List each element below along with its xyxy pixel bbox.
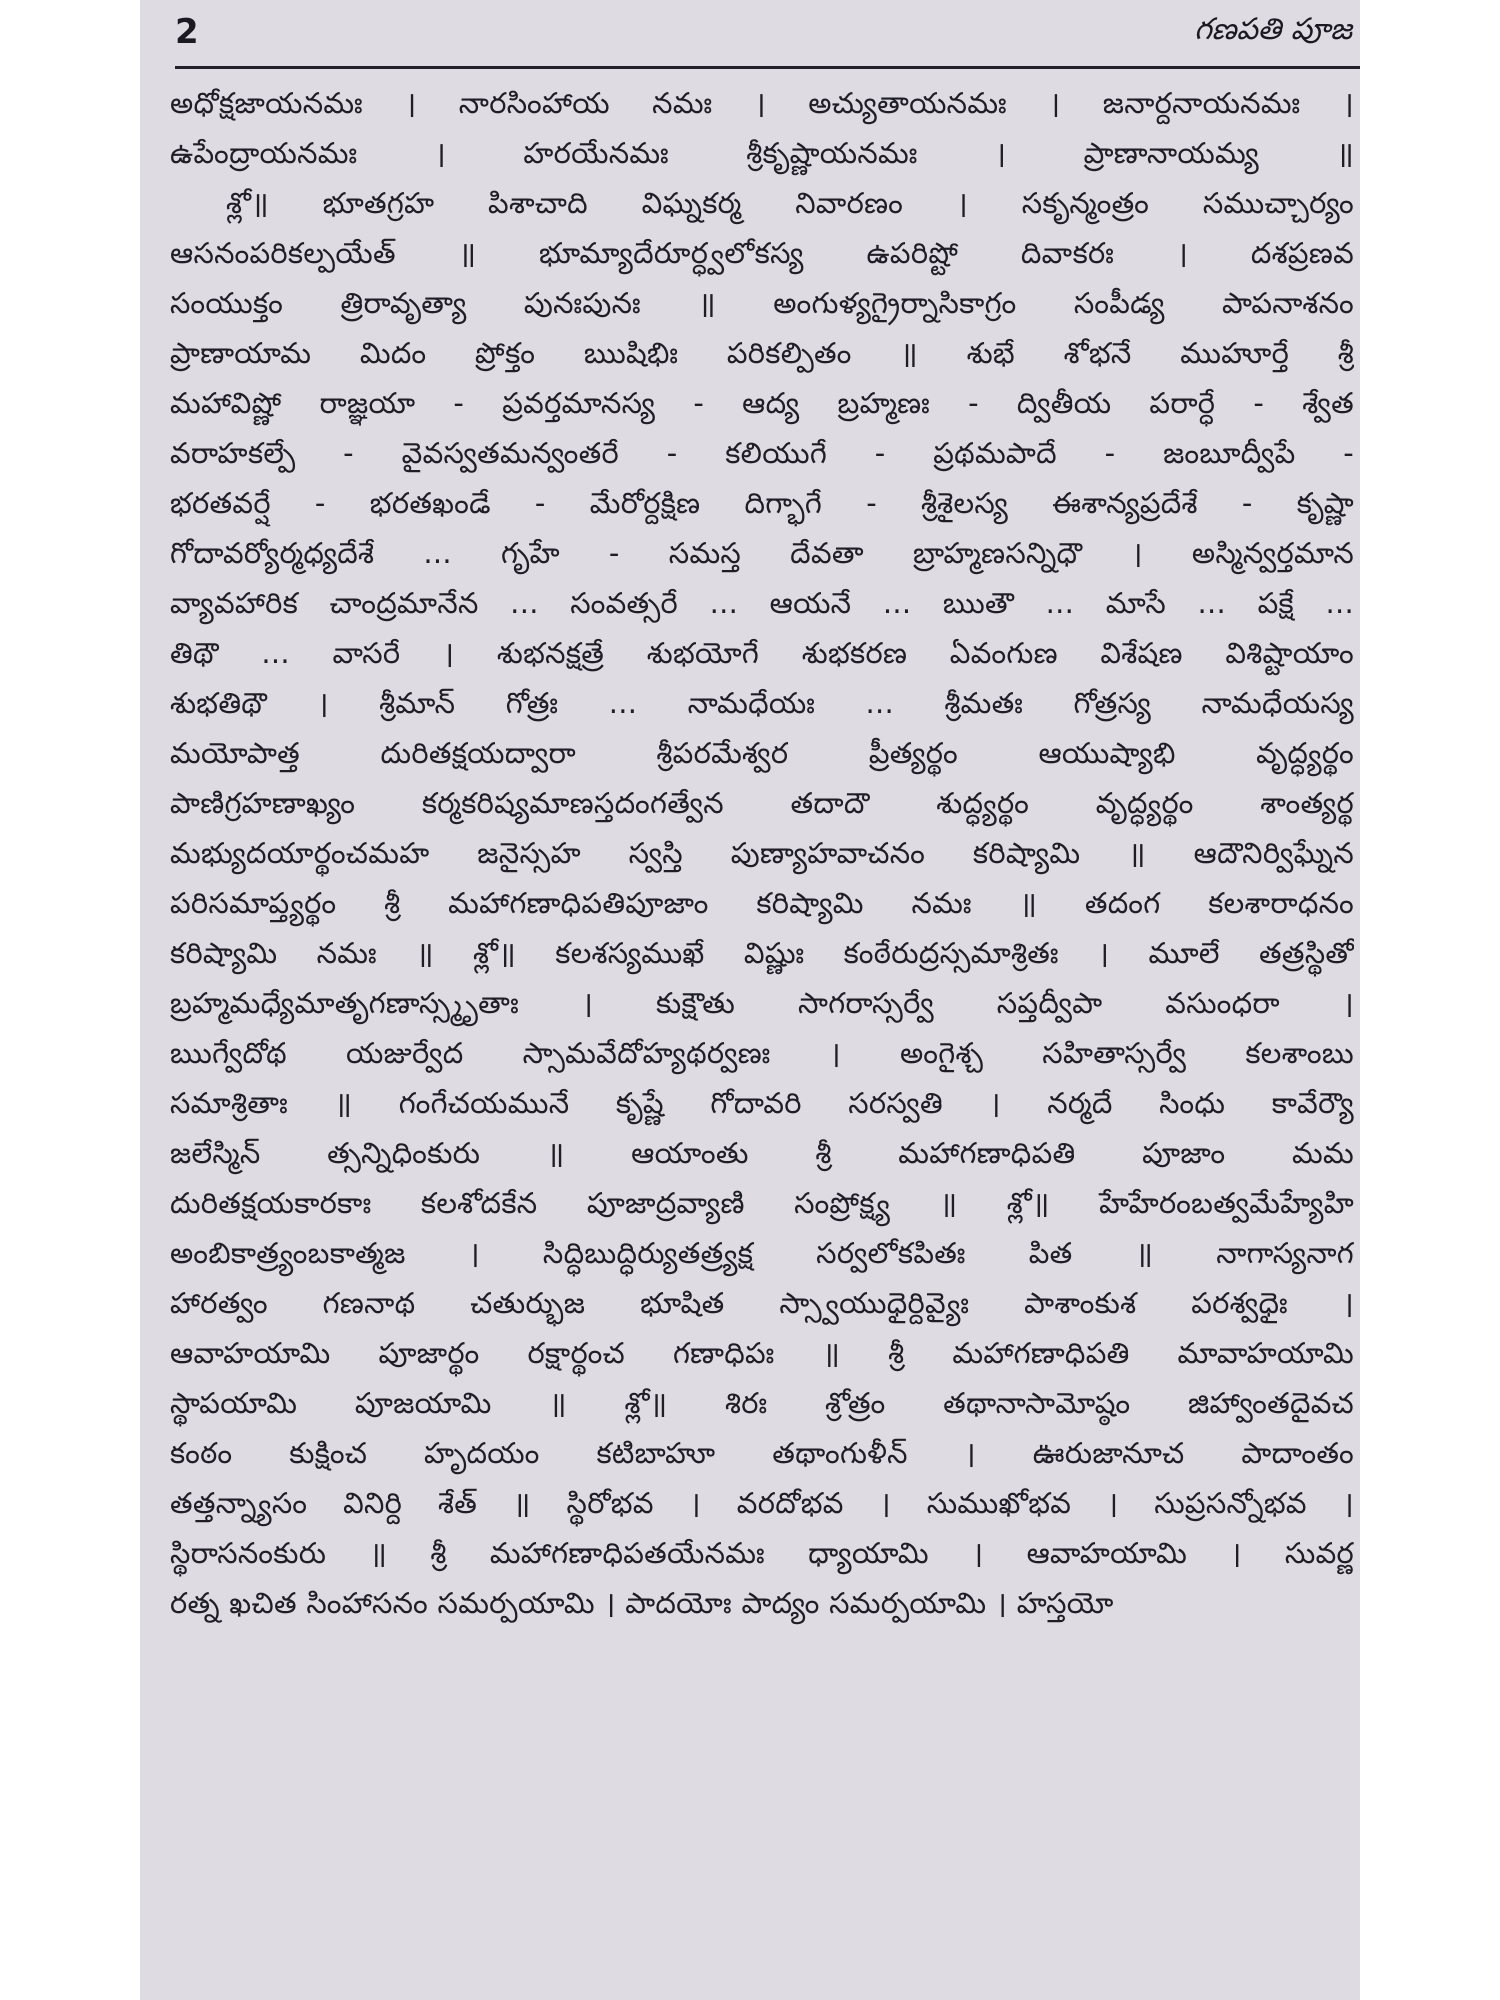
text-line: ఆవాహయామి పూజార్థం రక్షార్థంచ గణాధిపః ॥ శ్రీ మహాగణాధిపతి మావాహయామి <box>170 1336 1354 1370</box>
text-line: వ్యావహారిక చాంద్రమానేన ... సంవత్సరే ... ఆయనే ... ఋతౌ ... మాసే ... పక్షే ... <box>170 586 1354 620</box>
text-line: దురితక్షయకారకాః కలశోదకేన పూజాద్రవ్యాణి సంప్రోక్ష్య ॥ శ్లో॥ హేహేరంబత్వమేహ్యేహి <box>170 1186 1354 1220</box>
text-line: జలేస్మిన్ త్సన్నిధింకురు ॥ ఆయాంతు శ్రీ మహాగణాధిపతి పూజాం మమ <box>170 1136 1354 1170</box>
text-line: అధోక్షజాయనమః । నారసింహాయ నమః । అచ్యుతాయనమః । జనార్దనాయనమః । <box>170 86 1354 120</box>
text-line: ఋగ్వేదోథ యజుర్వేద స్సామవేదోహ్యథర్వణః । అంగైశ్చ సహితాస్సర్వే కలశాంబు <box>170 1036 1354 1070</box>
text-line: స్థాపయామి పూజయామి ॥ శ్లో॥ శిరః శ్రోత్రం తథానాసామోష్ఠం జిహ్వాంతదైవచ <box>170 1386 1354 1420</box>
text-line: పరిసమాప్త్యర్థం శ్రీ మహాగణాధిపతిపూజాం కరిష్యామి నమః ॥ తదంగ కలశారాధనం <box>170 886 1354 920</box>
text-line: తత్తన్న్యాసం వినిర్ది శేత్ ॥ స్థిరోభవ । వరదోభవ । సుముఖోభవ । సుప్రసన్నోభవ । <box>170 1486 1354 1520</box>
body-text <box>170 78 1354 1628</box>
text-line: కంఠం కుక్షించ హృదయం కటిబాహూ తథాంగుళీన్ । ఊరుజానూచ పాదాంతం <box>170 1436 1354 1470</box>
text-line: సంయుక్తం త్రిరావృత్యా పునఃపునః ॥ అంగుళ్యగ్రైర్నాసికాగ్రం సంపీడ్య పాపనాశనం <box>170 286 1354 320</box>
text-line: మభ్యుదయార్థంచమహ జనైస్సహ స్వస్తి పుణ్యాహవాచనం కరిష్యామి ॥ ఆదౌనిర్విఘ్నేన <box>170 836 1354 870</box>
text-line: తిథౌ ... వాసరే । శుభనక్షత్రే శుభయోగే శుభకరణ ఏవంగుణ విశేషణ విశిష్టాయాం <box>170 636 1354 670</box>
text-line: స్థిరాసనంకురు ॥ శ్రీ మహాగణాధిపతయేనమః ధ్యాయామి । ఆవాహయామి । సువర్ణ <box>170 1536 1354 1570</box>
running-title: గణపతి పూజ <box>1194 12 1352 47</box>
text-line: శుభతిథౌ । శ్రీమాన్ గోత్రః ... నామధేయః ... శ్రీమతః గోత్రస్య నామధేయస్య <box>170 686 1354 720</box>
text-line: శ్లో॥ భూతగ్రహ పిశాచాది విఘ్నకర్మ నివారణం । సకృన్మంత్రం సముచ్చార్యం <box>226 186 1354 220</box>
text-line: సమాశ్రితాః ॥ గంగేచయమునే కృష్ణే గోదావరి సరస్వతి । నర్మదే సింధు కావేర్యౌ <box>170 1086 1354 1120</box>
text-line: అంబికాత్ర్యంబకాత్మజ । సిద్ధిబుద్ధిర్యుతత్ర్యక్ష సర్వలోకపితః పిత ॥ నాగాస్యనాగ <box>170 1236 1354 1270</box>
text-line: బ్రహ్మమధ్యేమాతృగణాస్స్మృతాః । కుక్షౌతు సాగరాస్సర్వే సప్తద్వీపా వసుంధరా । <box>170 986 1354 1020</box>
page-header <box>175 10 1360 56</box>
header-rule <box>175 66 1360 69</box>
text-line: వరాహకల్పే - వైవస్వతమన్వంతరే - కలియుగే - ప్రథమపాదే - జంబూద్వీపే - <box>170 436 1354 470</box>
text-line: కరిష్యామి నమః ॥ శ్లో॥ కలశస్యముఖే విష్ణుః కంఠేరుద్రస్సమాశ్రితః । మూలే తత్రస్థితో <box>170 936 1354 970</box>
text-line: భరతవర్షే - భరతఖండే - మేరోర్దక్షిణ దిగ్భాగే - శ్రీశైలస్య ఈశాన్యప్రదేశే - కృష్ణా <box>170 486 1354 520</box>
text-line: గోదావర్యోర్మధ్యదేశే ... గృహే - సమస్త దేవతా బ్రాహ్మణసన్నిధౌ । అస్మిన్వర్తమాన <box>170 536 1354 570</box>
scanned-page <box>140 0 1360 2000</box>
text-line: ఉపేంద్రాయనమః । హరయేనమః శ్రీకృష్ణాయనమః । ప్రాణానాయమ్య ॥ <box>170 136 1354 170</box>
text-line: మయోపాత్త దురితక్షయద్వారా శ్రీపరమేశ్వర ప్రీత్యర్థం ఆయుష్యాభి వృద్ధ్యర్థం <box>170 736 1354 770</box>
text-line: ప్రాణాయామ మిదం ప్రోక్తం ఋషిభిః పరికల్పితం ॥ శుభే శోభనే ముహూర్తే శ్రీ <box>170 336 1354 370</box>
text-line: హారత్వం గణనాథ చతుర్భుజ భూషిత స్స్వాయుధైర్దివ్యైః పాశాంకుశ పరశ్వధైః । <box>170 1286 1354 1320</box>
page-number: 2 <box>175 12 199 52</box>
text-line: పాణిగ్రహణాఖ్యం కర్మకరిష్యమాణస్తదంగత్వేన తదాదౌ శుద్ధ్యర్థం వృద్ధ్యర్థం శాంత్యర్థ <box>170 786 1354 820</box>
text-line: రత్న ఖచిత సింహాసనం సమర్పయామి । పాదయోః పాద్యం సమర్పయామి । హస్తయో <box>170 1586 1114 1620</box>
text-line: ఆసనంపరికల్పయేత్ ॥ భూమ్యాదేరూర్ధ్వలోకస్య ఉపరిష్టో దివాకరః । దశప్రణవ <box>170 236 1354 270</box>
text-line: మహావిష్ణో రాజ్ఞయా - ప్రవర్తమానస్య - ఆద్య బ్రహ్మణః - ద్వితీయ పరార్ధే - శ్వేత <box>170 386 1354 420</box>
